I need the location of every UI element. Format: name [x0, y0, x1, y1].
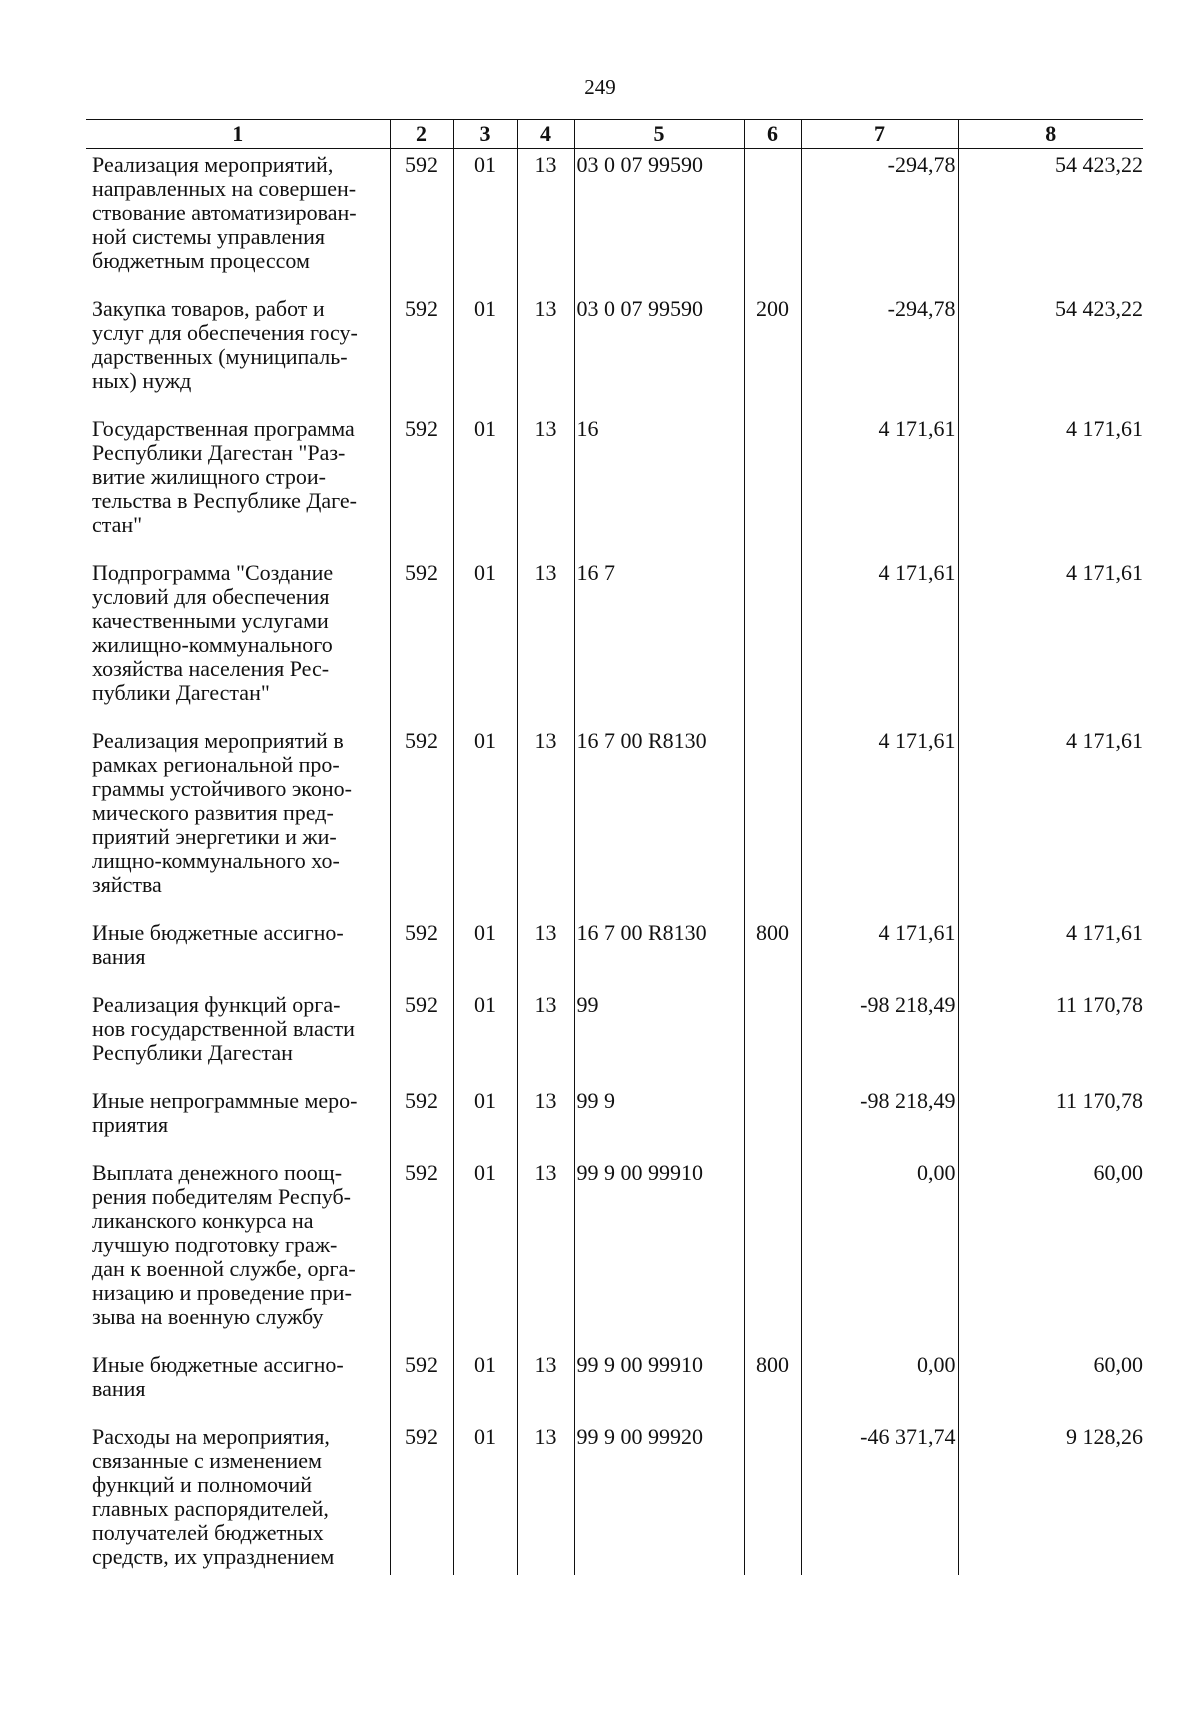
cell-section: 01 — [453, 1157, 517, 1349]
cell-change-amount: 4 171,61 — [801, 725, 958, 917]
budget-table — [86, 119, 1143, 1575]
cell-subsection: 13 — [517, 1349, 574, 1421]
table-row — [86, 1085, 1143, 1157]
cell-target-article: 03 0 07 99590 — [574, 149, 744, 294]
cell-change-amount: 0,00 — [801, 1157, 958, 1349]
cell-target-article: 99 9 00 99910 — [574, 1157, 744, 1349]
cell-change-amount: -294,78 — [801, 293, 958, 413]
cell-target-article: 99 9 — [574, 1085, 744, 1157]
cell-expense-type — [744, 725, 801, 917]
cell-target-article: 16 7 — [574, 557, 744, 725]
table-row — [86, 149, 1143, 294]
cell-total-amount: 4 171,61 — [958, 917, 1143, 989]
cell-subsection: 13 — [517, 989, 574, 1085]
row-description: Реализация функций орга- нов государственной власти Республики Дагестан — [92, 992, 355, 1065]
cell-section: 01 — [453, 725, 517, 917]
column-header-8: 8 — [958, 120, 1143, 149]
table-body — [86, 149, 1143, 1576]
row-description: Закупка товаров, работ и услуг для обеспечения госу- дарственных (муниципаль- ных) нужд — [92, 296, 358, 393]
column-header-3: 3 — [453, 120, 517, 149]
cell-target-article: 03 0 07 99590 — [574, 293, 744, 413]
cell-ministry-code: 592 — [390, 1421, 453, 1575]
row-description: Реализация мероприятий, направленных на совершен- ствование автоматизирован- ной системы управления бюджетным процессом — [92, 152, 357, 273]
cell-target-article: 16 — [574, 413, 744, 557]
cell-target-article: 99 9 00 99910 — [574, 1349, 744, 1421]
column-header-5: 5 — [574, 120, 744, 149]
table-row — [86, 1421, 1143, 1575]
cell-ministry-code: 592 — [390, 413, 453, 557]
header-row — [86, 120, 1143, 149]
row-description: Иные бюджетные ассигно- вания — [92, 1352, 344, 1401]
row-description: Иные бюджетные ассигно- вания — [92, 920, 344, 969]
cell-change-amount: -98 218,49 — [801, 1085, 958, 1157]
row-description: Выплата денежного поощ- рения победителям Респуб- ликанского конкурса на лучшую подготовку граж- дан к военной службе, орга- низацию и проведение при- зыва на военную службу — [92, 1160, 356, 1329]
cell-subsection: 13 — [517, 413, 574, 557]
cell-target-article: 16 7 00 R8130 — [574, 725, 744, 917]
table-row — [86, 725, 1143, 917]
cell-change-amount: -46 371,74 — [801, 1421, 958, 1575]
cell-expense-type: 200 — [744, 293, 801, 413]
cell-subsection: 13 — [517, 293, 574, 413]
table-row — [86, 989, 1143, 1085]
cell-section: 01 — [453, 413, 517, 557]
column-header-7: 7 — [801, 120, 958, 149]
table-row — [86, 557, 1143, 725]
cell-total-amount: 9 128,26 — [958, 1421, 1143, 1575]
cell-ministry-code: 592 — [390, 557, 453, 725]
cell-total-amount: 4 171,61 — [958, 557, 1143, 725]
cell-subsection: 13 — [517, 725, 574, 917]
cell-expense-type: 800 — [744, 1349, 801, 1421]
row-description: Государственная программа Республики Дагестан "Раз- витие жилищного строи- тельства в Республике Даге- стан" — [92, 416, 357, 537]
table-header — [86, 120, 1143, 149]
cell-ministry-code: 592 — [390, 725, 453, 917]
cell-target-article: 99 9 00 99920 — [574, 1421, 744, 1575]
cell-total-amount: 11 170,78 — [958, 1085, 1143, 1157]
cell-subsection: 13 — [517, 917, 574, 989]
cell-expense-type — [744, 1085, 801, 1157]
row-description: Иные непрограммные меро- приятия — [92, 1088, 358, 1137]
cell-section: 01 — [453, 1349, 517, 1421]
row-description: Подпрограмма "Создание условий для обеспечения качественными услугами жилищно-коммунального хозяйства населения Рес- публики Дагестан" — [92, 560, 334, 705]
row-description: Расходы на мероприятия, связанные с изменением функций и полномочий главных распорядителей, получателей бюджетных средств, их упразднением — [92, 1424, 335, 1569]
cell-total-amount: 60,00 — [958, 1157, 1143, 1349]
cell-ministry-code: 592 — [390, 149, 453, 294]
column-header-6: 6 — [744, 120, 801, 149]
cell-section: 01 — [453, 293, 517, 413]
cell-change-amount: 4 171,61 — [801, 557, 958, 725]
table-row — [86, 1349, 1143, 1421]
cell-expense-type: 800 — [744, 917, 801, 989]
cell-expense-type — [744, 413, 801, 557]
cell-ministry-code: 592 — [390, 293, 453, 413]
cell-ministry-code: 592 — [390, 989, 453, 1085]
cell-change-amount: 4 171,61 — [801, 917, 958, 989]
cell-expense-type — [744, 989, 801, 1085]
cell-ministry-code: 592 — [390, 917, 453, 989]
table-row — [86, 917, 1143, 989]
cell-section: 01 — [453, 989, 517, 1085]
cell-change-amount: -98 218,49 — [801, 989, 958, 1085]
cell-change-amount: -294,78 — [801, 149, 958, 294]
cell-section: 01 — [453, 557, 517, 725]
cell-subsection: 13 — [517, 1421, 574, 1575]
cell-change-amount: 0,00 — [801, 1349, 958, 1421]
table-row — [86, 1157, 1143, 1349]
cell-target-article: 16 7 00 R8130 — [574, 917, 744, 989]
cell-expense-type — [744, 1421, 801, 1575]
column-header-4: 4 — [517, 120, 574, 149]
cell-ministry-code: 592 — [390, 1349, 453, 1421]
cell-total-amount: 11 170,78 — [958, 989, 1143, 1085]
cell-change-amount: 4 171,61 — [801, 413, 958, 557]
cell-ministry-code: 592 — [390, 1157, 453, 1349]
cell-section: 01 — [453, 1085, 517, 1157]
cell-subsection: 13 — [517, 149, 574, 294]
column-header-1: 1 — [86, 120, 390, 149]
cell-total-amount: 4 171,61 — [958, 413, 1143, 557]
cell-target-article: 99 — [574, 989, 744, 1085]
column-header-2: 2 — [390, 120, 453, 149]
cell-section: 01 — [453, 917, 517, 989]
cell-total-amount: 54 423,22 — [958, 293, 1143, 413]
row-description: Реализация мероприятий в рамках региональной про- граммы устойчивого эконо- мического развития пред- приятий энергетики и жи- лищно-коммунального хо- зяйства — [92, 728, 352, 897]
cell-subsection: 13 — [517, 1085, 574, 1157]
cell-ministry-code: 592 — [390, 1085, 453, 1157]
cell-expense-type — [744, 149, 801, 294]
cell-total-amount: 60,00 — [958, 1349, 1143, 1421]
table-row — [86, 293, 1143, 413]
table-row — [86, 413, 1143, 557]
cell-subsection: 13 — [517, 557, 574, 725]
cell-expense-type — [744, 557, 801, 725]
cell-total-amount: 4 171,61 — [958, 725, 1143, 917]
cell-section: 01 — [453, 1421, 517, 1575]
page-number: 249 — [584, 75, 616, 99]
cell-section: 01 — [453, 149, 517, 294]
cell-total-amount: 54 423,22 — [958, 149, 1143, 294]
cell-expense-type — [744, 1157, 801, 1349]
cell-subsection: 13 — [517, 1157, 574, 1349]
